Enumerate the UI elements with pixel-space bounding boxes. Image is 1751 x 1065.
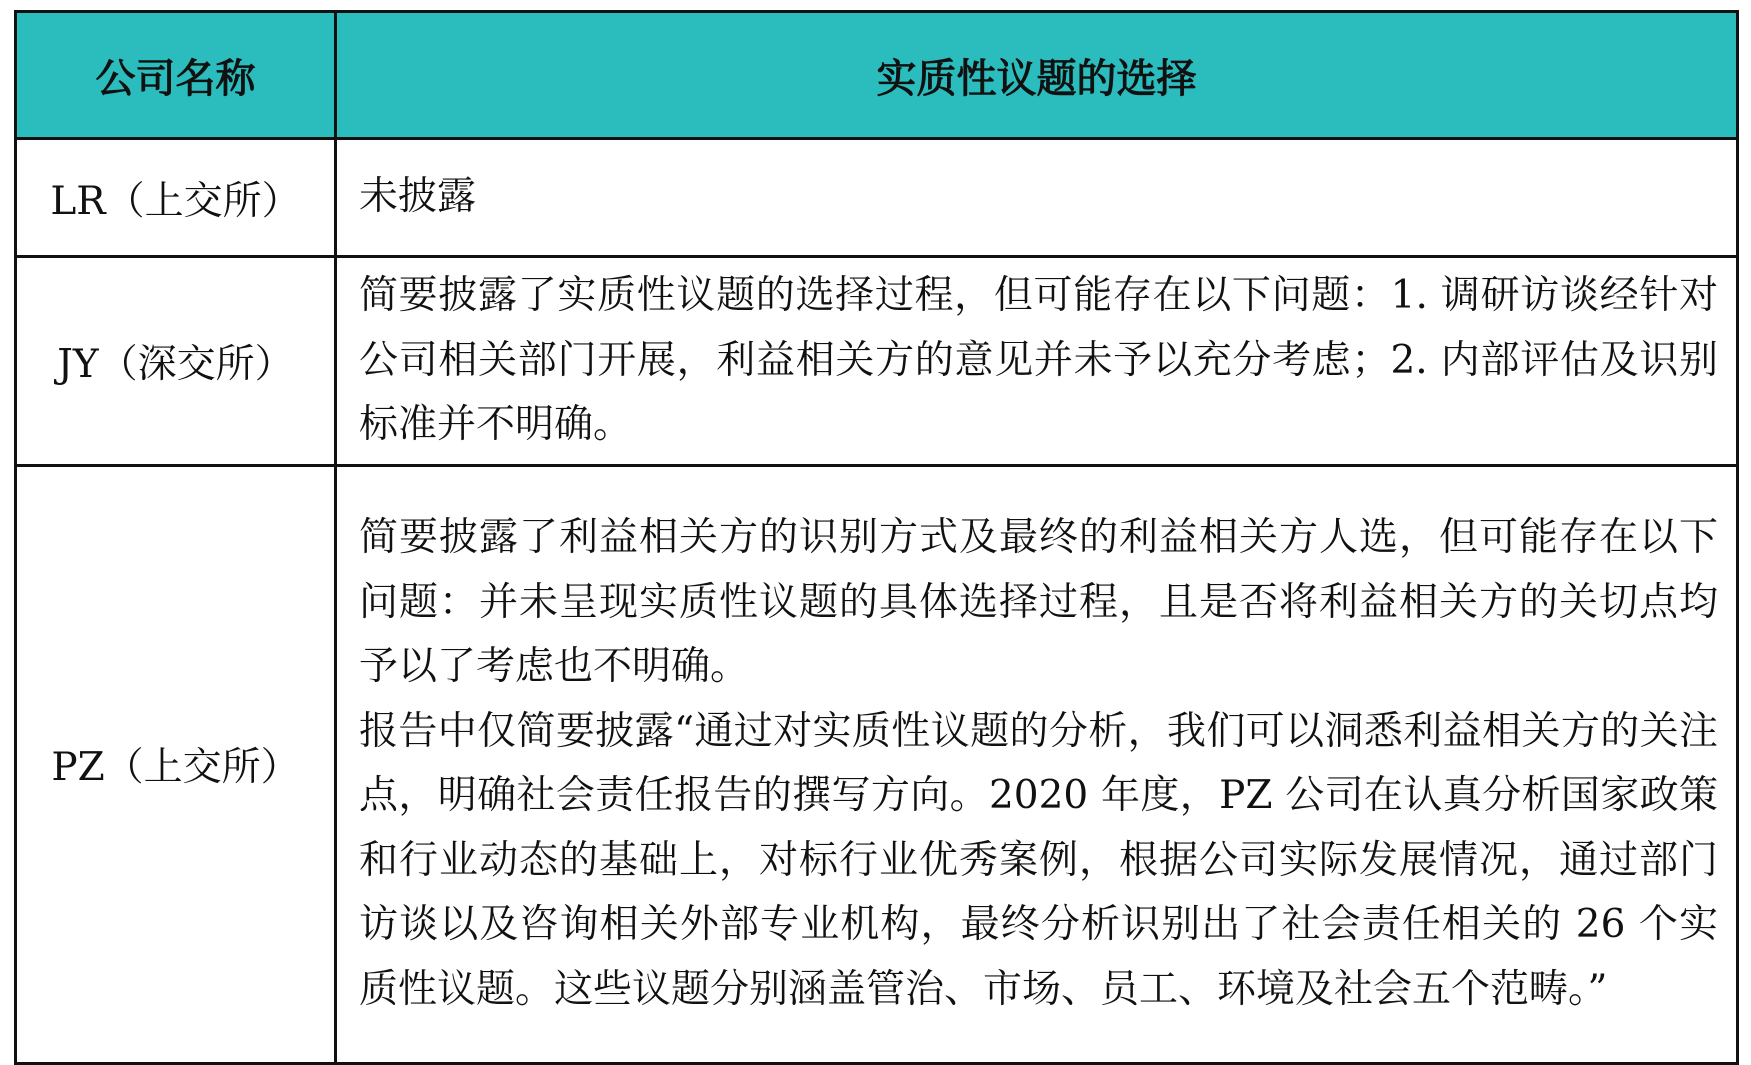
table-row: [16, 257, 1738, 466]
header-choice: 实质性议题的选择: [336, 12, 1738, 139]
table-row: [16, 139, 1738, 257]
choice-paragraph: 简要披露了实质性议题的选择过程，但可能存在以下问题：1. 调研访谈经针对公司相关部门开展，利益相关方的意见并未予以充分考虑；2. 内部评估及识别标准并不明确。: [359, 273, 1718, 447]
table-row: [16, 465, 1738, 1063]
company-cell: PZ（上交所）: [16, 465, 336, 1063]
choice-paragraph: 报告中仅简要披露“通过对实质性议题的分析，我们可以洞悉利益相关方的关注点，明确社会责任报告的撰写方向。2020 年度，PZ 公司在认真分析国家政策和行业动态的基础上，对标行业优秀案例，根据公司实际发展情况，通过部门访谈以及咨询相关外部专业机构，最终分析识别出了社会责任相关的 26 个实质性议题。这些议题分别涵盖管治、市场、员工、环境及社会五个范畴。”: [359, 708, 1718, 1012]
choice-paragraph: 简要披露了利益相关方的识别方式及最终的利益相关方人选，但可能存在以下问题：并未呈现实质性议题的具体选择过程，且是否将利益相关方的关切点均予以了考虑也不明确。: [359, 515, 1718, 689]
choice-paragraph: 未披露: [359, 174, 477, 220]
choice-cell: [336, 139, 1738, 257]
choice-cell: [336, 465, 1738, 1063]
selection-table: [14, 10, 1739, 1065]
header-row: [16, 12, 1738, 139]
company-cell: JY（深交所）: [16, 257, 336, 466]
header-company: 公司名称: [16, 12, 336, 139]
company-cell: LR（上交所）: [16, 139, 336, 257]
choice-cell: [336, 257, 1738, 466]
